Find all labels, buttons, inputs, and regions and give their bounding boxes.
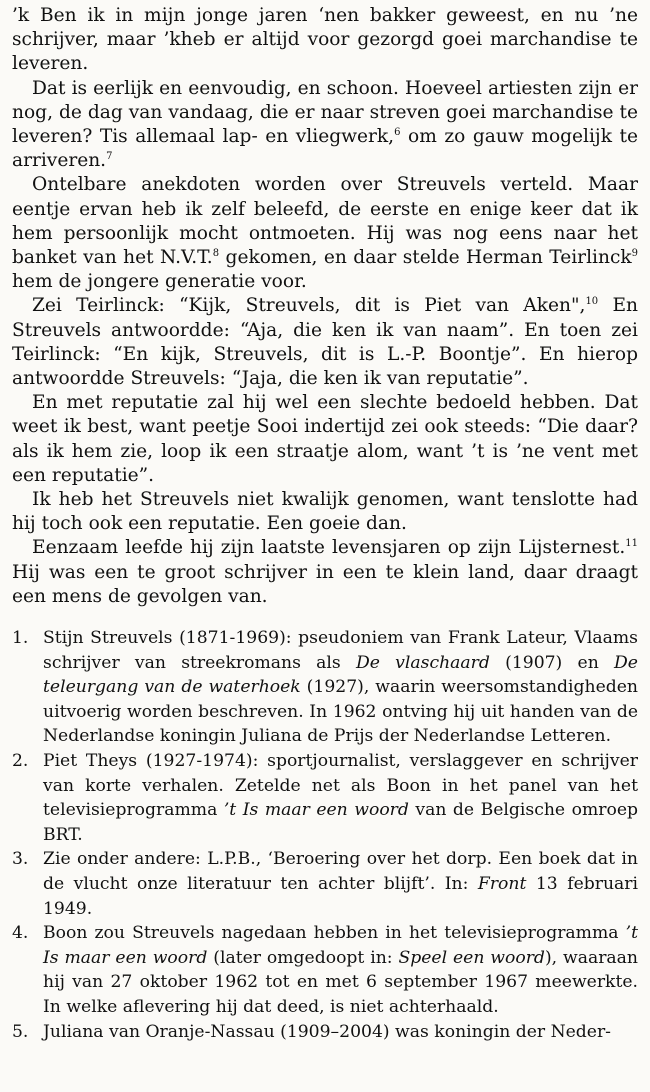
- text-run: Dat is eerlijk en eenvoudig, en schoon. Hoeveel artiesten zijn er nog, de dag van vandaag, die er naar streven goei marchandise te leveren? Tis allemaal lap- en vliegwerk,: [12, 77, 638, 148]
- paragraph: [12, 4, 638, 77]
- text-run: (1907) en: [489, 652, 615, 673]
- paragraph: [12, 488, 638, 536]
- footnote: [12, 626, 638, 749]
- paragraph: [12, 536, 638, 609]
- footnote: [12, 921, 638, 1019]
- italic-title: Speel een woord: [398, 947, 545, 968]
- text-run: Ontelbare anekdoten worden over Streuvels verteld. Maar eentje ervan heb ik zelf beleefd, de eerste en enige keer dat ik hem persoonlijk mocht ontmoeten. Hij was nog eens naar het banket van het N.V.T.: [12, 174, 638, 269]
- italic-title: ’t Is maar een woord: [223, 800, 409, 821]
- footnote: [12, 749, 638, 847]
- footnote: [12, 847, 638, 921]
- text-run: (later omgedoopt in:: [207, 947, 399, 968]
- paragraph: [12, 77, 638, 174]
- footnote-reference: 11: [625, 538, 638, 550]
- paragraph: [12, 391, 638, 488]
- text-run: En Streuvels antwoordde: “Aja, die ken ik van naam”. En toen zei Teirlinck: “En kijk, Streuvels, dit is L.-P. Boontje”. En hierop antwoordde Streuvels: “Jaja, die ken ik van reputatie”.: [12, 295, 638, 390]
- text-run: Zie onder andere: L.P.B., ‘Beroering over het dorp. Een boek dat in de vlucht onze literatuur ten achter blijft’. In:: [43, 849, 638, 895]
- text-run: Piet Theys (1927-1974): sportjournalist, verslaggever en schrijver van korte verhalen. Zetelde net als Boon in het panel van het televisieprogramma: [43, 751, 638, 821]
- main-text: [12, 4, 638, 609]
- footnotes: [12, 626, 638, 1044]
- text-run: om zo gauw mogelijk te arriveren.: [12, 126, 638, 172]
- text-run: En met reputatie zal hij wel een slechte bedoeld hebben. Dat weet ik best, want peetje Sooi indertijd zei ook steeds: “Die daar? als ik hem zie, loop ik een straatje alom, want ’t is ’ne vent met een reputatie”.: [12, 392, 638, 486]
- paragraph: [12, 294, 638, 391]
- footnote-number: 3.: [12, 849, 29, 870]
- footnote-number: 5.: [12, 1021, 29, 1042]
- text-run: gekomen, en daar stelde Herman Teirlinck: [219, 247, 632, 269]
- paragraph: [12, 173, 638, 294]
- text-run: van de Belgische omroep BRT.: [43, 800, 638, 845]
- text-run: Eenzaam leefde hij zijn laatste levensjaren op zijn Lijsternest.: [32, 537, 626, 559]
- italic-title: De vlaschaard: [355, 652, 490, 673]
- text-run: Ik heb het Streuvels niet kwalijk genomen, want tenslotte had hij toch ook een reputatie. Een goeie dan.: [12, 489, 638, 535]
- footnote-text: [43, 628, 638, 746]
- footnote-text: [43, 849, 638, 918]
- footnote-text: [43, 1022, 611, 1042]
- text-run: 13 februari 1949.: [43, 874, 638, 919]
- footnote-reference: 8: [212, 248, 220, 260]
- italic-title: De teleurgang van de waterhoek: [43, 652, 638, 698]
- italic-title: ’t Is maar een woord: [43, 923, 638, 968]
- footnote-number: 1.: [12, 628, 29, 649]
- footnote-reference: 9: [631, 248, 638, 260]
- footnote-number: 4.: [12, 923, 29, 944]
- text-run: Stijn Streuvels (1871-1969): pseudoniem van Frank Lateur, Vlaams schrijver van streekromans als: [43, 628, 638, 673]
- text-run: (1927), waarin weersomstandigheden uitvoerig worden beschreven. In 1962 ontving hij uit handen van de Nederlandse koningin Juliana de Prijs der Nederlandse Letteren.: [43, 677, 638, 747]
- text-run: Hij was een te groot schrijver in een te klein land, daar draagt een mens de gevolgen van.: [12, 561, 638, 607]
- footnote-reference: 7: [106, 151, 113, 163]
- footnote-number: 2.: [12, 751, 29, 772]
- footnote-text: [43, 923, 638, 1017]
- italic-title: Front: [477, 874, 527, 895]
- footnote-reference: 6: [394, 127, 401, 139]
- footnote: [12, 1020, 638, 1045]
- text-run: hem de jongere generatie voor.: [12, 271, 307, 293]
- text-run: Zei Teirlinck: “Kijk, Streuvels, dit is Piet van Aken",: [32, 295, 586, 317]
- text-run: Juliana van Oranje-Nassau (1909–2004) was koningin der Neder-: [43, 1021, 611, 1042]
- footnote-reference: 10: [585, 296, 599, 308]
- text-run: Boon zou Streuvels nagedaan hebben in het televisieprogramma: [43, 923, 626, 944]
- text-run: ), waaraan hij van 27 oktober 1962 tot en met 6 september 1967 meewerkte. In welke aflevering hij dat deed, is niet achterhaald.: [43, 947, 638, 1017]
- footnote-text: [43, 751, 638, 845]
- text-run: ’k Ben ik in mijn jonge jaren ‘nen bakker geweest, en nu ’ne schrijver, maar ’kheb er altijd voor gezorgd goei marchandise te leveren.: [12, 5, 638, 75]
